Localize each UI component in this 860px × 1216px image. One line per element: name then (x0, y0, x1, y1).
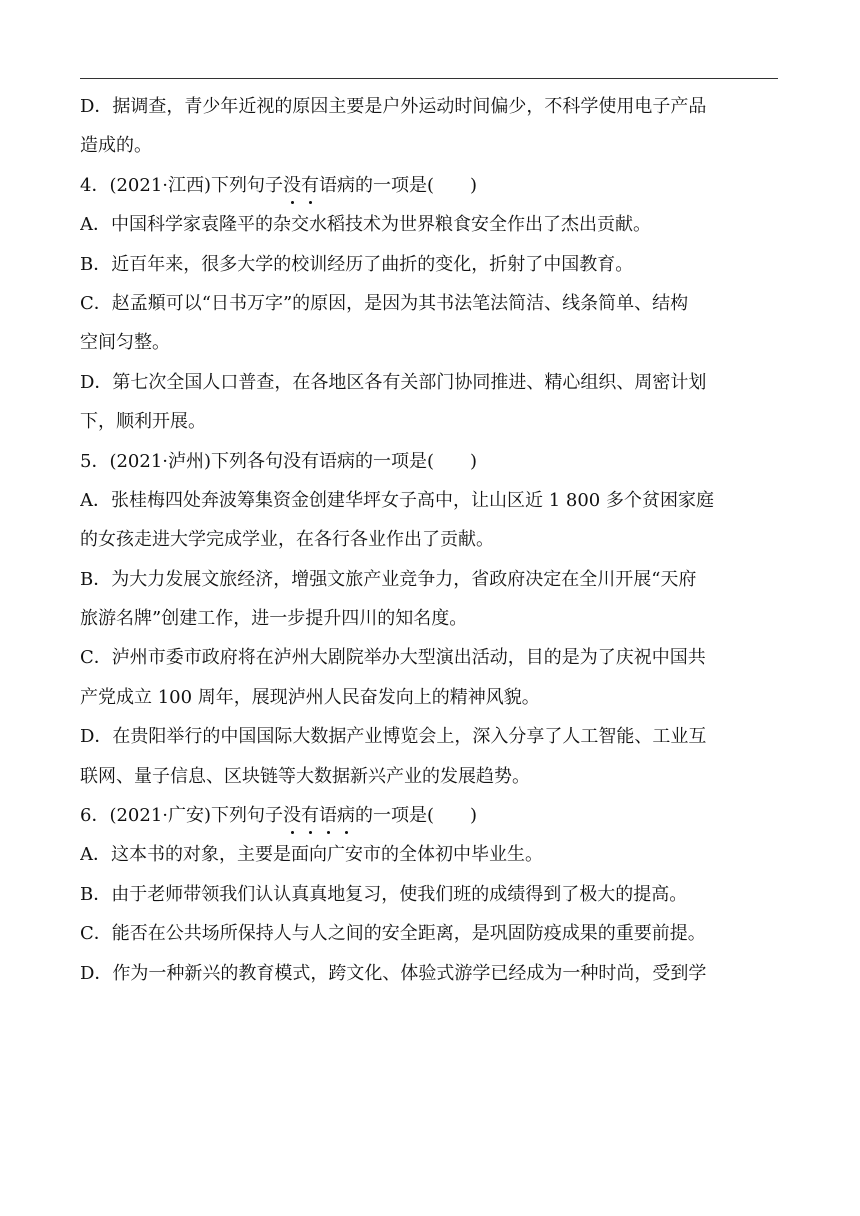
question-6-suffix: 的一项是( ) (355, 805, 478, 827)
q5-option-a-line2: 的女孩走进大学完成学业，在各行各业作出了贡献。 (80, 529, 494, 551)
emphasis-char-mei: 没 (283, 166, 301, 205)
q4-option-d-line2: 下，顺利开展。 (80, 411, 206, 433)
q3-option-d-line1: D．据调查，青少年近视的原因主要是户外运动时间偏少，不科学使用电子产品 (80, 96, 707, 117)
q6-option-d-line1: D．作为一种新兴的教育模式，跨文化、体验式游学已经成为一种时尚，受到学 (80, 962, 707, 984)
q5-option-b-line1: B．为大力发展文旅经济，增强文旅产业竞争力，省政府决定在全川开展“天府 (80, 568, 697, 590)
emphasis-char-you: 有 (301, 796, 319, 835)
question-4-prefix: 4．(2021·江西)下列句子 (80, 174, 284, 196)
exam-page-content (80, 87, 780, 993)
q5-option-a-line1: A．张桂梅四处奔波筹集资金创建华坪女子高中，让山区近 1 800 多个贫困家庭 (80, 489, 714, 511)
q5-option-d-line1: D．在贵阳举行的中国国际大数据产业博览会上，深入分享了人工智能、工业互 (80, 726, 707, 748)
question-6-prefix: 6．(2021·广安)下列句子 (80, 805, 284, 827)
question-4-suffix: 语病的一项是( ) (319, 174, 478, 196)
q4-option-b: B．近百年来，很多大学的校训经历了曲折的变化，折射了中国教育。 (80, 253, 634, 275)
q6-option-c: C．能否在公共场所保持人与人之间的安全距离，是巩固防疫成果的重要前提。 (80, 923, 706, 945)
q4-option-a: A．中国科学家袁隆平的杂交水稻技术为世界粮食安全作出了杰出贡献。 (80, 214, 651, 236)
q5-option-c-line2: 产党成立 100 周年，展现泸州人民奋发向上的精神风貌。 (80, 686, 540, 708)
q5-option-d-line2: 联网、量子信息、区块链等大数据新兴产业的发展趋势。 (80, 765, 530, 787)
emphasis-char-yu: 语 (319, 796, 337, 835)
question-4-stem (80, 166, 780, 205)
q4-option-d-line1: D．第七次全国人口普查，在各地区各有关部门协同推进、精心组织、周密计划 (80, 371, 707, 393)
q4-option-c-line2: 空间匀整。 (80, 332, 170, 354)
emphasis-char-you: 有 (301, 166, 319, 205)
q5-option-c-line1: C．泸州市委市政府将在泸州大剧院举办大型演出活动，目的是为了庆祝中国共 (80, 647, 706, 669)
q6-option-b: B．由于老师带领我们认认真真地复习，使我们班的成绩得到了极大的提高。 (80, 883, 688, 905)
emphasis-char-mei: 没 (283, 796, 301, 835)
q4-option-c-line1: C．赵孟頫可以“日书万字”的原因，是因为其书法笔法简洁、线条简单、结构 (80, 292, 689, 314)
emphasis-char-bing: 病 (337, 796, 355, 835)
question-5-stem: 5．(2021·泸州)下列各句没有语病的一项是( ) (80, 450, 478, 472)
q5-option-b-line2: 旅游名牌”创建工作，进一步提升四川的知名度。 (80, 608, 468, 630)
q3-option-d-line2: 造成的。 (80, 135, 152, 157)
q6-option-a: A．这本书的对象，主要是面向广安市的全体初中毕业生。 (80, 844, 543, 866)
header-rule (80, 78, 778, 79)
question-6-stem (80, 796, 780, 835)
